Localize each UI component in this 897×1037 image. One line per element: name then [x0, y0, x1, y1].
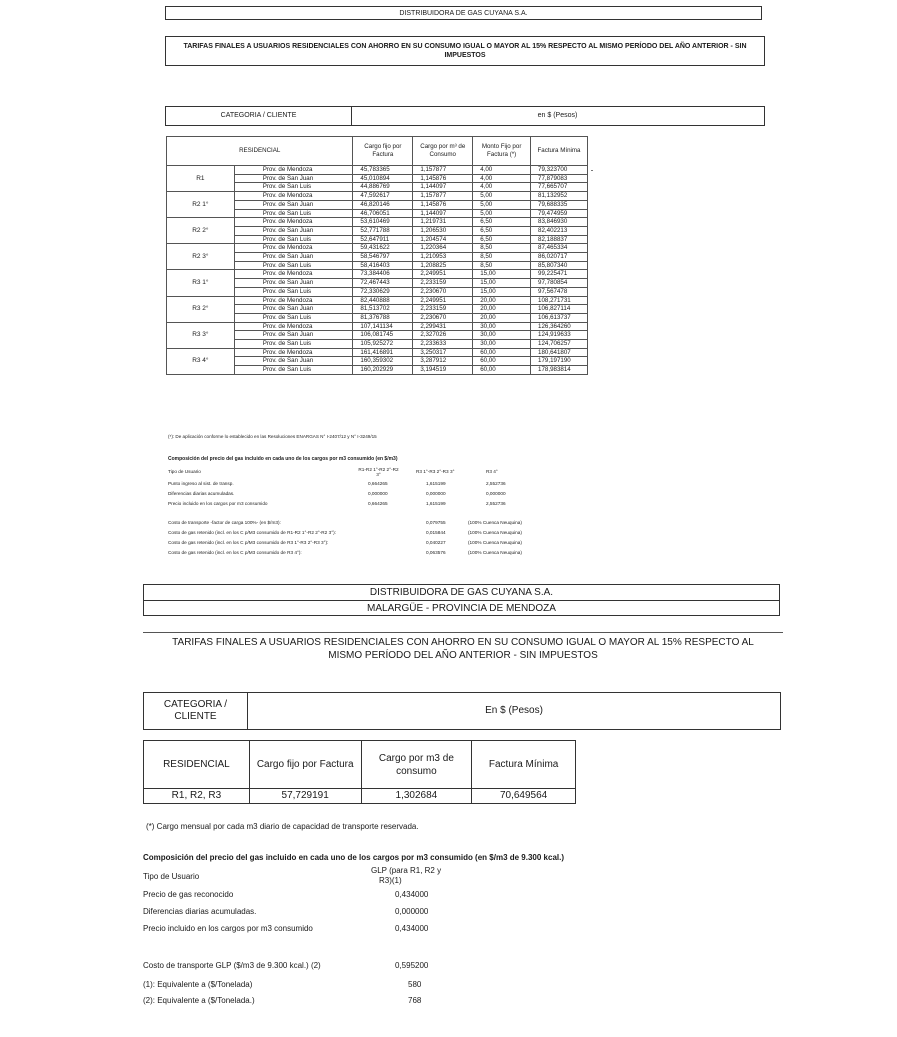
composition-row: [143, 890, 563, 907]
per-m3-cell: 1,204574: [413, 235, 473, 244]
composition-c2: 0,000000: [426, 491, 446, 496]
monthly-fixed-cell: 15,00: [473, 287, 531, 296]
minimum-bill-cell: 179,197190: [531, 357, 588, 366]
province-cell: Prov. de Mendoza: [234, 244, 353, 253]
table-row: [167, 218, 588, 227]
province-cell: Prov. de San Juan: [234, 331, 353, 340]
per-m3-cell: 3,194519: [413, 366, 473, 375]
header-residencial: RESIDENCIAL: [167, 137, 353, 166]
decorative-tick: [591, 170, 593, 171]
province-cell: Prov. de Mendoza: [234, 348, 353, 357]
province-cell: Prov. de San Juan: [234, 357, 353, 366]
per-m3-cell: 2,230670: [413, 313, 473, 322]
fixed-charge-cell: 81,513702: [353, 305, 413, 314]
composition-c1: 0,664265: [368, 501, 388, 506]
monthly-fixed-cell: 15,00: [473, 279, 531, 288]
province-cell: Prov. de Mendoza: [234, 192, 353, 201]
table-row: [167, 322, 588, 331]
footnote-value: 580: [408, 980, 422, 989]
header-fixed-charge: Cargo fijo por Factura: [249, 741, 361, 789]
fixed-charge-cell: 58,416403: [353, 261, 413, 270]
monthly-fixed-cell: 60,00: [473, 366, 531, 375]
row-category: R1, R2, R3: [144, 789, 250, 804]
transport-value: 0,079755: [426, 520, 446, 525]
minimum-bill-cell: 106,827114: [531, 305, 588, 314]
fixed-charge-cell: 59,431622: [353, 244, 413, 253]
monthly-fixed-cell: 8,50: [473, 244, 531, 253]
composition-label: Diferencias diarias acumuladas.: [168, 491, 235, 496]
per-m3-cell: 1,210953: [413, 253, 473, 262]
transport-row: [143, 961, 563, 975]
transport-note: (100% Cuenca Neuquina): [468, 540, 522, 545]
fixed-charge-cell: 160,359302: [353, 357, 413, 366]
header-per-m3-charge: [361, 741, 472, 789]
composition-c1: 0,664265: [368, 481, 388, 486]
fixed-charge-cell: 81,376788: [353, 313, 413, 322]
monthly-fixed-cell: 6,50: [473, 226, 531, 235]
category-cell: R3 1°: [167, 270, 235, 296]
section1-subtitle: TARIFAS FINALES A USUARIOS RESIDENCIALES CON AHORRO EN SU CONSUMO IGUAL O MAYOR AL 15% RESPECTO AL MISMO PERÍODO DEL AÑO ANTERIOR - SIN IMPUESTOS: [165, 36, 765, 66]
fixed-charge-cell: 45,010894: [353, 174, 413, 183]
table-row: [144, 789, 576, 804]
header-residencial: RESIDENCIAL: [144, 741, 250, 789]
section1-transport-costs: [168, 520, 548, 560]
fixed-charge-cell: 161,416891: [353, 348, 413, 357]
section2-category-label-line2: CLIENTE: [174, 711, 217, 722]
fixed-charge-cell: 82,440888: [353, 296, 413, 305]
composition-c1: 0,000000: [368, 491, 388, 496]
province-cell: Prov. de San Juan: [234, 200, 353, 209]
section1-table-header: [167, 137, 588, 166]
composition-value: 0,000000: [395, 907, 429, 916]
province-cell: Prov. de Mendoza: [234, 296, 353, 305]
fixed-charge-cell: 73,384406: [353, 270, 413, 279]
category-cell: R1: [167, 166, 235, 192]
province-cell: Prov. de San Juan: [234, 253, 353, 262]
section1-currency-label: en $ (Pesos): [537, 112, 578, 119]
composition-row: [168, 491, 548, 501]
fixed-charge-cell: 53,610469: [353, 218, 413, 227]
minimum-bill-cell: 83,846930: [531, 218, 588, 227]
fixed-charge-cell: 52,647911: [353, 235, 413, 244]
category-cell: R3 4°: [167, 348, 235, 374]
minimum-bill-cell: 82,188837: [531, 235, 588, 244]
province-cell: Prov. de San Juan: [234, 279, 353, 288]
per-m3-cell: 1,208825: [413, 261, 473, 270]
footnote-row: [143, 996, 563, 1012]
per-m3-cell: 2,249951: [413, 270, 473, 279]
monthly-fixed-cell: 4,00: [473, 183, 531, 192]
monthly-fixed-cell: 15,00: [473, 270, 531, 279]
section1-category-label: CATEGORIA / CLIENTE: [166, 107, 352, 125]
minimum-bill-cell: 79,474959: [531, 209, 588, 218]
per-m3-cell: 1,145876: [413, 174, 473, 183]
category-cell: R2 2°: [167, 218, 235, 244]
per-m3-cell: 3,250317: [413, 348, 473, 357]
table-row: [167, 296, 588, 305]
transport-value: 0,015844: [426, 530, 446, 535]
per-m3-cell: 2,299431: [413, 322, 473, 331]
minimum-bill-cell: 124,919633: [531, 331, 588, 340]
transport-value: 0,595200: [395, 961, 429, 970]
category-cell: R2 3°: [167, 244, 235, 270]
header-per-m3-charge: Cargo por m³ de Consumo: [413, 137, 473, 166]
composition-c2: 1,615199: [426, 481, 446, 486]
minimum-bill-cell: 180,641807: [531, 348, 588, 357]
section2-tariff-table: [143, 740, 576, 804]
composition-header-glp-line1: GLP (para R1, R2 y: [371, 866, 442, 875]
monthly-fixed-cell: 60,00: [473, 348, 531, 357]
transport-note: (100% Cuenca Neuquina): [468, 550, 522, 555]
section1-composition-table: [168, 467, 548, 511]
section2-composition-title: Composición del precio del gas incluido en cada uno de los cargos por m3 consumido (en $/m3 de 9.300 kcal.): [143, 853, 564, 862]
monthly-fixed-cell: 6,50: [473, 218, 531, 227]
per-m3-cell: 2,233159: [413, 279, 473, 288]
section2-subtitle-line1: TARIFAS FINALES A USUARIOS RESIDENCIALES CON AHORRO EN SU CONSUMO IGUAL O MAYOR AL 15% RESPECTO AL: [172, 637, 754, 648]
province-cell: Prov. de Mendoza: [234, 166, 353, 175]
composition-header-c3: R3 4°: [486, 469, 498, 474]
row-minimum-bill: 70,649564: [472, 789, 576, 804]
province-cell: Prov. de Mendoza: [234, 322, 353, 331]
monthly-fixed-cell: 4,00: [473, 174, 531, 183]
minimum-bill-cell: 108,271731: [531, 296, 588, 305]
header-per-m3-line2: consumo: [396, 765, 437, 777]
fixed-charge-cell: 72,330629: [353, 287, 413, 296]
fixed-charge-cell: 160,202929: [353, 366, 413, 375]
composition-header-label: Tipo de Usuario: [143, 872, 200, 881]
per-m3-cell: 1,144097: [413, 183, 473, 192]
per-m3-cell: 1,157877: [413, 166, 473, 175]
composition-row: [143, 907, 563, 924]
section2-category-header: [143, 692, 781, 730]
province-cell: Prov. de San Juan: [234, 305, 353, 314]
monthly-fixed-cell: 60,00: [473, 357, 531, 366]
province-cell: Prov. de San Juan: [234, 226, 353, 235]
transport-label: Costo de gas retenido (incl. en los C p/M3 consumido de R3 4°):: [168, 550, 302, 555]
fixed-charge-cell: 105,925272: [353, 340, 413, 349]
composition-c3: 2,552736: [486, 481, 506, 486]
composition-row: [168, 481, 548, 491]
transport-note: (100% Cuenca Neuquina): [468, 520, 522, 525]
table-row: [167, 244, 588, 253]
minimum-bill-cell: 178,983814: [531, 366, 588, 375]
minimum-bill-cell: 124,706257: [531, 340, 588, 349]
table-row: [167, 166, 588, 175]
transport-label: Costo de transporte -factor de carga 100%- (en $/m3):: [168, 520, 281, 525]
section1-tariff-table: [166, 136, 588, 375]
footnote-label: (2): Equivalente a ($/Tonelada.): [143, 996, 255, 1005]
section2-company-title: DISTRIBUIDORA DE GAS CUYANA S.A.: [144, 585, 779, 601]
section1-composition-title: Composición del precio del gas incluido en cada uno de los cargos por m3 consumido (en $/m3): [168, 456, 398, 462]
fixed-charge-cell: 46,820146: [353, 200, 413, 209]
minimum-bill-cell: 106,613737: [531, 313, 588, 322]
per-m3-cell: 1,144097: [413, 209, 473, 218]
section2-category-label-line1: CATEGORIA /: [163, 699, 228, 710]
fixed-charge-cell: 45,783365: [353, 166, 413, 175]
per-m3-cell: 1,157877: [413, 192, 473, 201]
table-row: [167, 270, 588, 279]
per-m3-cell: 3,287912: [413, 357, 473, 366]
composition-header-row: [168, 467, 548, 481]
monthly-fixed-cell: 20,00: [473, 296, 531, 305]
monthly-fixed-cell: 5,00: [473, 209, 531, 218]
province-cell: Prov. de San Luis: [234, 235, 353, 244]
minimum-bill-cell: 82,402213: [531, 226, 588, 235]
per-m3-cell: 2,249951: [413, 296, 473, 305]
composition-label: Precio incluido en los cargos por m3 consumido: [143, 924, 313, 933]
monthly-fixed-cell: 30,00: [473, 331, 531, 340]
fixed-charge-cell: 58,546797: [353, 253, 413, 262]
row-fixed-charge: 57,729191: [249, 789, 361, 804]
per-m3-cell: 2,233633: [413, 340, 473, 349]
header-minimum-bill: Factura Mínima: [472, 741, 576, 789]
composition-value: 0,434000: [395, 890, 429, 899]
per-m3-cell: 2,233159: [413, 305, 473, 314]
fixed-charge-cell: 106,081745: [353, 331, 413, 340]
composition-header-row: [143, 866, 563, 890]
province-cell: Prov. de San Juan: [234, 174, 353, 183]
fixed-charge-cell: 44,886769: [353, 183, 413, 192]
transport-row: [168, 540, 548, 550]
composition-label: Precio de gas reconocido: [143, 890, 234, 899]
header-per-m3-line1: Cargo por m3 de: [378, 752, 454, 764]
header-fixed-charge: Cargo fijo por Factura: [353, 137, 413, 166]
section2-heading-box: [143, 584, 780, 616]
monthly-fixed-cell: 30,00: [473, 322, 531, 331]
province-cell: Prov. de San Luis: [234, 340, 353, 349]
category-cell: R3 3°: [167, 322, 235, 348]
section2-footnotes: [143, 980, 563, 1012]
monthly-fixed-cell: 8,50: [473, 253, 531, 262]
per-m3-cell: 1,219731: [413, 218, 473, 227]
minimum-bill-cell: 86,020717: [531, 253, 588, 262]
minimum-bill-cell: 97,567478: [531, 287, 588, 296]
section1-company-title: DISTRIBUIDORA DE GAS CUYANA S.A.: [165, 6, 762, 20]
minimum-bill-cell: 79,323700: [531, 166, 588, 175]
transport-value: 0,063576: [426, 550, 446, 555]
fixed-charge-cell: 107,141134: [353, 322, 413, 331]
minimum-bill-cell: 99,225471: [531, 270, 588, 279]
monthly-fixed-cell: 5,00: [473, 192, 531, 201]
header-monthly-fixed: Monto Fijo por Factura (*): [473, 137, 531, 166]
transport-label: Costo de gas retenido (incl. en los C p/M3 consumido de R1-R2 1°-R2 2°-R2 3°):: [168, 530, 336, 535]
composition-label: Diferencias diarias acumuladas.: [143, 907, 257, 916]
monthly-fixed-cell: 20,00: [473, 313, 531, 322]
transport-label: Costo de gas retenido (incl. en los C p/M3 consumido de R3 1°-R3 2°-R3 3°):: [168, 540, 329, 545]
monthly-fixed-cell: 20,00: [473, 305, 531, 314]
category-cell: R2 1°: [167, 192, 235, 218]
table-row: [167, 348, 588, 357]
province-cell: Prov. de San Luis: [234, 209, 353, 218]
minimum-bill-cell: 77,665707: [531, 183, 588, 192]
composition-header-glp: [371, 866, 461, 886]
category-cell: R3 2°: [167, 296, 235, 322]
province-cell: Prov. de Mendoza: [234, 218, 353, 227]
province-cell: Prov. de Mendoza: [234, 270, 353, 279]
footnote-row: [143, 980, 563, 996]
per-m3-cell: 2,230670: [413, 287, 473, 296]
transport-row: [168, 520, 548, 530]
footnote-label: (1): Equivalente a ($/Tonelada): [143, 980, 253, 989]
section2-currency-label: En $ (Pesos): [485, 705, 543, 716]
per-m3-cell: 2,327026: [413, 331, 473, 340]
section2-subtitle-line2: MISMO PERÍODO DEL AÑO ANTERIOR - SIN IMPUESTOS: [328, 650, 598, 661]
per-m3-cell: 1,220364: [413, 244, 473, 253]
composition-row: [168, 501, 548, 511]
province-cell: Prov. de San Luis: [234, 261, 353, 270]
section2-footnote: (*) Cargo mensual por cada m3 diario de capacidad de transporte reservada.: [146, 822, 419, 831]
province-cell: Prov. de San Luis: [234, 366, 353, 375]
province-cell: Prov. de San Luis: [234, 287, 353, 296]
minimum-bill-cell: 126,364260: [531, 322, 588, 331]
section2-divider: [143, 632, 783, 633]
composition-header-label: Tipo de Usuario: [168, 469, 201, 474]
monthly-fixed-cell: 6,50: [473, 235, 531, 244]
composition-label: Precio incluido en los cargos por m3 consumido: [168, 501, 268, 506]
composition-value: 0,434000: [395, 924, 429, 933]
transport-row: [168, 530, 548, 540]
composition-label: Punto ingreso al sist. de transp.: [168, 481, 234, 486]
footnote-value: 768: [408, 996, 422, 1005]
fixed-charge-cell: 46,706051: [353, 209, 413, 218]
monthly-fixed-cell: 30,00: [473, 340, 531, 349]
monthly-fixed-cell: 8,50: [473, 261, 531, 270]
section2-subtitle: [143, 636, 783, 662]
minimum-bill-cell: 85,807340: [531, 261, 588, 270]
section1-footnote: (*): De aplicación conforme lo establecido en las Resoluciones ENARGAS N° I-2407/12 y N° I-3249/15: [168, 434, 377, 439]
province-cell: Prov. de San Luis: [234, 183, 353, 192]
transport-row: [168, 550, 548, 560]
per-m3-cell: 1,145876: [413, 200, 473, 209]
section2-table-header: [144, 741, 576, 789]
per-m3-cell: 1,206530: [413, 226, 473, 235]
composition-row: [143, 924, 563, 941]
province-cell: Prov. de San Luis: [234, 313, 353, 322]
composition-c2: 1,615199: [426, 501, 446, 506]
minimum-bill-cell: 77,879083: [531, 174, 588, 183]
section2-category-label: [144, 693, 248, 729]
row-per-m3-charge: 1,302684: [361, 789, 472, 804]
composition-header-c1: R1-R2 1°-R2 2°-R2 3°: [358, 467, 399, 477]
fixed-charge-cell: 72,467443: [353, 279, 413, 288]
table-row: [167, 192, 588, 201]
minimum-bill-cell: 97,780854: [531, 279, 588, 288]
minimum-bill-cell: 81,132952: [531, 192, 588, 201]
composition-c3: 2,552736: [486, 501, 506, 506]
fixed-charge-cell: 52,771788: [353, 226, 413, 235]
monthly-fixed-cell: 4,00: [473, 166, 531, 175]
minimum-bill-cell: 87,465334: [531, 244, 588, 253]
section1-category-header: [165, 106, 765, 126]
section2-composition-table: [143, 866, 563, 975]
composition-header-glp-line2: R3)(1): [379, 876, 402, 885]
composition-header-c2: R3 1°-R3 2°-R3 3°: [416, 469, 455, 474]
transport-label: Costo de transporte GLP ($/m3 de 9.300 kcal.) (2): [143, 961, 321, 970]
header-minimum-bill: Factura Mínima: [531, 137, 588, 166]
section2-region: MALARGÜE - PROVINCIA DE MENDOZA: [367, 603, 556, 614]
minimum-bill-cell: 79,688335: [531, 200, 588, 209]
transport-value: 0,040227: [426, 540, 446, 545]
fixed-charge-cell: 47,592617: [353, 192, 413, 201]
transport-note: (100% Cuenca Neuquina): [468, 530, 522, 535]
composition-c3: 0,000000: [486, 491, 506, 496]
monthly-fixed-cell: 5,00: [473, 200, 531, 209]
